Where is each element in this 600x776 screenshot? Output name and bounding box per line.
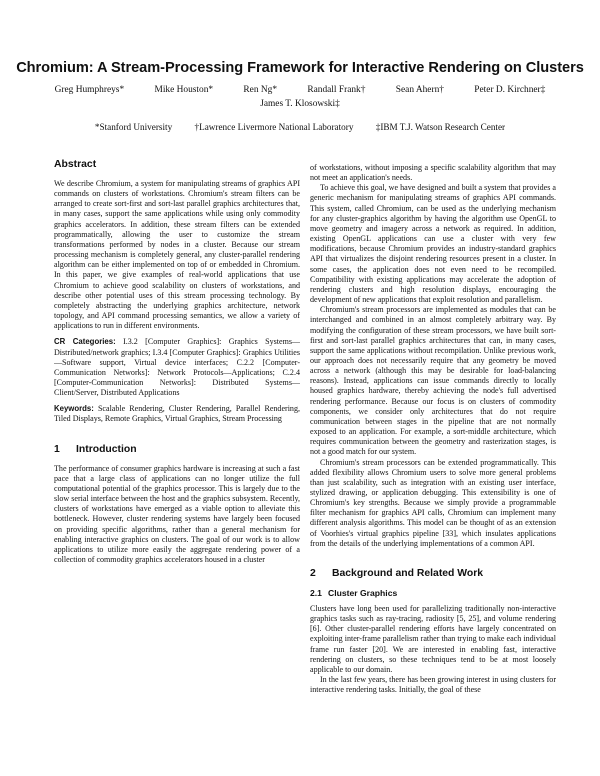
affiliation-list xyxy=(40,122,560,132)
section-title: Introduction xyxy=(76,443,137,455)
affiliation: *Stanford University xyxy=(94,122,173,132)
body-paragraph: In the last few years, there has been growing interest in using clusters for interactive rendering tasks. Initially, the goal of these xyxy=(310,675,556,695)
keywords-text: Scalable Rendering, Cluster Rendering, Parallel Rendering, Tiled Displays, Remote Graphics, Virtual Graphics, Stream Processing xyxy=(54,404,300,424)
body-paragraph: The performance of consumer graphics hardware is increasing at such a fast pace that a large class of applications can no longer utilize the full computational potential of the graphics processor. This is largely due to the slow serial interface between the host and the graphics subsystem. Recently, clusters of workstations have emerged as a viable option to alleviate this bottleneck. However, cluster rendering systems have largely been focused on providing specific algorithms, rather than a general mechanism for enabling interactive graphics on clusters. The goal of our work is to allow applications to utilize more easily the aggregate rendering power of a collection of commodity graphics accelerators housed in a cluster xyxy=(54,463,300,564)
subsection-title: Cluster Graphics xyxy=(328,587,398,598)
right-column xyxy=(310,163,556,768)
subsection-number: 2.1 xyxy=(310,587,322,598)
section-title: Background and Related Work xyxy=(332,567,484,579)
body-paragraph: Chromium's stream processors can be extended programmatically. This added flexibility allows Chromium users to solve more general problems than just scalability, such as integration with an existing user interface, stylized drawing, or application debugging. This extensibility is one of Chromium's key strengths. Because we simply provide a programmable filter mechanism for graphics API calls, Chromium can implement many different analysis algorithms. This model can be thought of as an extension of Voorhies's virtual graphics pipeline [33], which insulates applications from the details of the underlying implementations of a common API. xyxy=(310,457,556,548)
section-number: 1 xyxy=(54,443,60,455)
author-name: Peter D. Kirchner‡ xyxy=(474,85,546,95)
section-number: 2 xyxy=(310,567,316,579)
affiliation: †Lawrence Livermore National Laboratory xyxy=(194,122,354,132)
section-heading-background xyxy=(310,567,556,580)
author-name: Greg Humphreys* xyxy=(54,85,125,95)
author-name: Mike Houston* xyxy=(154,85,214,95)
author-name: James T. Klosowski‡ xyxy=(260,99,340,109)
cr-categories xyxy=(54,337,300,398)
left-column xyxy=(54,158,300,768)
abstract-text: We describe Chromium, a system for manipulating streams of graphics API commands on clusters of workstations. Chromium's stream filters can be arranged to create sort-first and sort-last parallel graphics architectures that, in many cases, support the same applications while using only commodity graphics accelerators. In addition, these stream filters can be extended programmatically, allowing the user to customize the stream transformations performed by nodes in a cluster. Because our stream processing mechanism is completely general, any cluster-parallel rendering algorithm can be either implemented on top of or embedded in Chromium. In this paper, we give examples of real-world applications that use Chromium to achieve good scalability on clusters of workstations, and describe other potential uses of this stream processing technology. By completely abstracting the underlying graphics architecture, network topology, and API command processing semantics, we allow a variety of applications to run in different environments. xyxy=(54,179,300,331)
cr-categories-text: I.3.2 [Computer Graphics]: Graphics Systems—Distributed/network graphics; I.3.4 [Computer Graphics]: Graphics Utilities—Software support, Virtual device interfaces; C.2.2 [Computer-Communication Networks]: Network Protocols—Applications; C.2.4 [Computer-Communication Networks]: Distributed Systems—Client/Server, Distributed Applications xyxy=(54,337,300,398)
cr-categories-label: CR Categories: xyxy=(54,337,116,347)
body-paragraph: Clusters have long been used for parallelizing traditionally non-interactive graphics tasks such as ray-tracing, radiosity [5, 25], and volume rendering [6]. Other cluster-parallel rendering efforts have largely concentrated on exploiting inter-frame parallelism rather than trying to make each individual frame run faster [20]. We are interested in enabling fast, interactive rendering on clusters, so these techniques tend to be at most loosely applicable to our domain. xyxy=(310,603,556,674)
paper-title: Chromium: A Stream-Processing Framework for Interactive Rendering on Clusters xyxy=(16,60,584,76)
affiliation: ‡IBM T.J. Watson Research Center xyxy=(375,122,506,132)
author-name: Randall Frank† xyxy=(307,85,366,95)
keywords xyxy=(54,404,300,424)
section-heading-introduction xyxy=(54,443,300,456)
author-name: Sean Ahern† xyxy=(395,85,444,95)
author-list xyxy=(40,83,560,111)
body-paragraph: To achieve this goal, we have designed and built a system that provides a generic mechanism for manipulating streams of graphics API commands. This system, called Chromium, can be used as the underlying mechanism for any cluster-graphics algorithm by having the algorithm use OpenGL to move geometry and imagery across a network as required. In addition, existing OpenGL applications can use a cluster with very few modifications, because Chromium provides an industry-standard graphics API that virtualizes the disjoint rendering resources present in a cluster. In some cases, the application does not even need to be recompiled. Compatibility with existing applications may accelerate the adoption of rendering clusters and high resolution displays, encouraging the development of new applications that exploit resolution and parallelism. xyxy=(310,183,556,305)
body-paragraph: Chromium's stream processors are implemented as modules that can be interchanged and combined in an almost completely arbitrary way. By modifying the configuration of these stream processors, we have built sort-first and sort-last parallel graphics architectures that can, in many cases, support the same applications without recompilation. Unlike previous work, our approach does not necessarily require that any geometry be moved across a network (although this may be desirable for load-balancing reasons). Instead, applications can issue commands directly to locally housed graphics hardware, thereby achieving the node's full advertised rendering performance. Because our focus is on clusters of commodity components, we consider only architectures that do not require communication between stages in the pipeline that are not normally exposed to an application. For example, a sort-middle architecture, which requires communication between the geometry and rasterization stages, is not a good match for our system. xyxy=(310,305,556,457)
keywords-label: Keywords: xyxy=(54,404,94,414)
author-name: Ren Ng* xyxy=(243,85,278,95)
abstract-heading: Abstract xyxy=(54,159,97,170)
body-paragraph: of workstations, without imposing a specific scalability algorithm that may not meet an application's needs. xyxy=(310,163,556,183)
subsection-heading-cluster-graphics xyxy=(310,587,556,599)
